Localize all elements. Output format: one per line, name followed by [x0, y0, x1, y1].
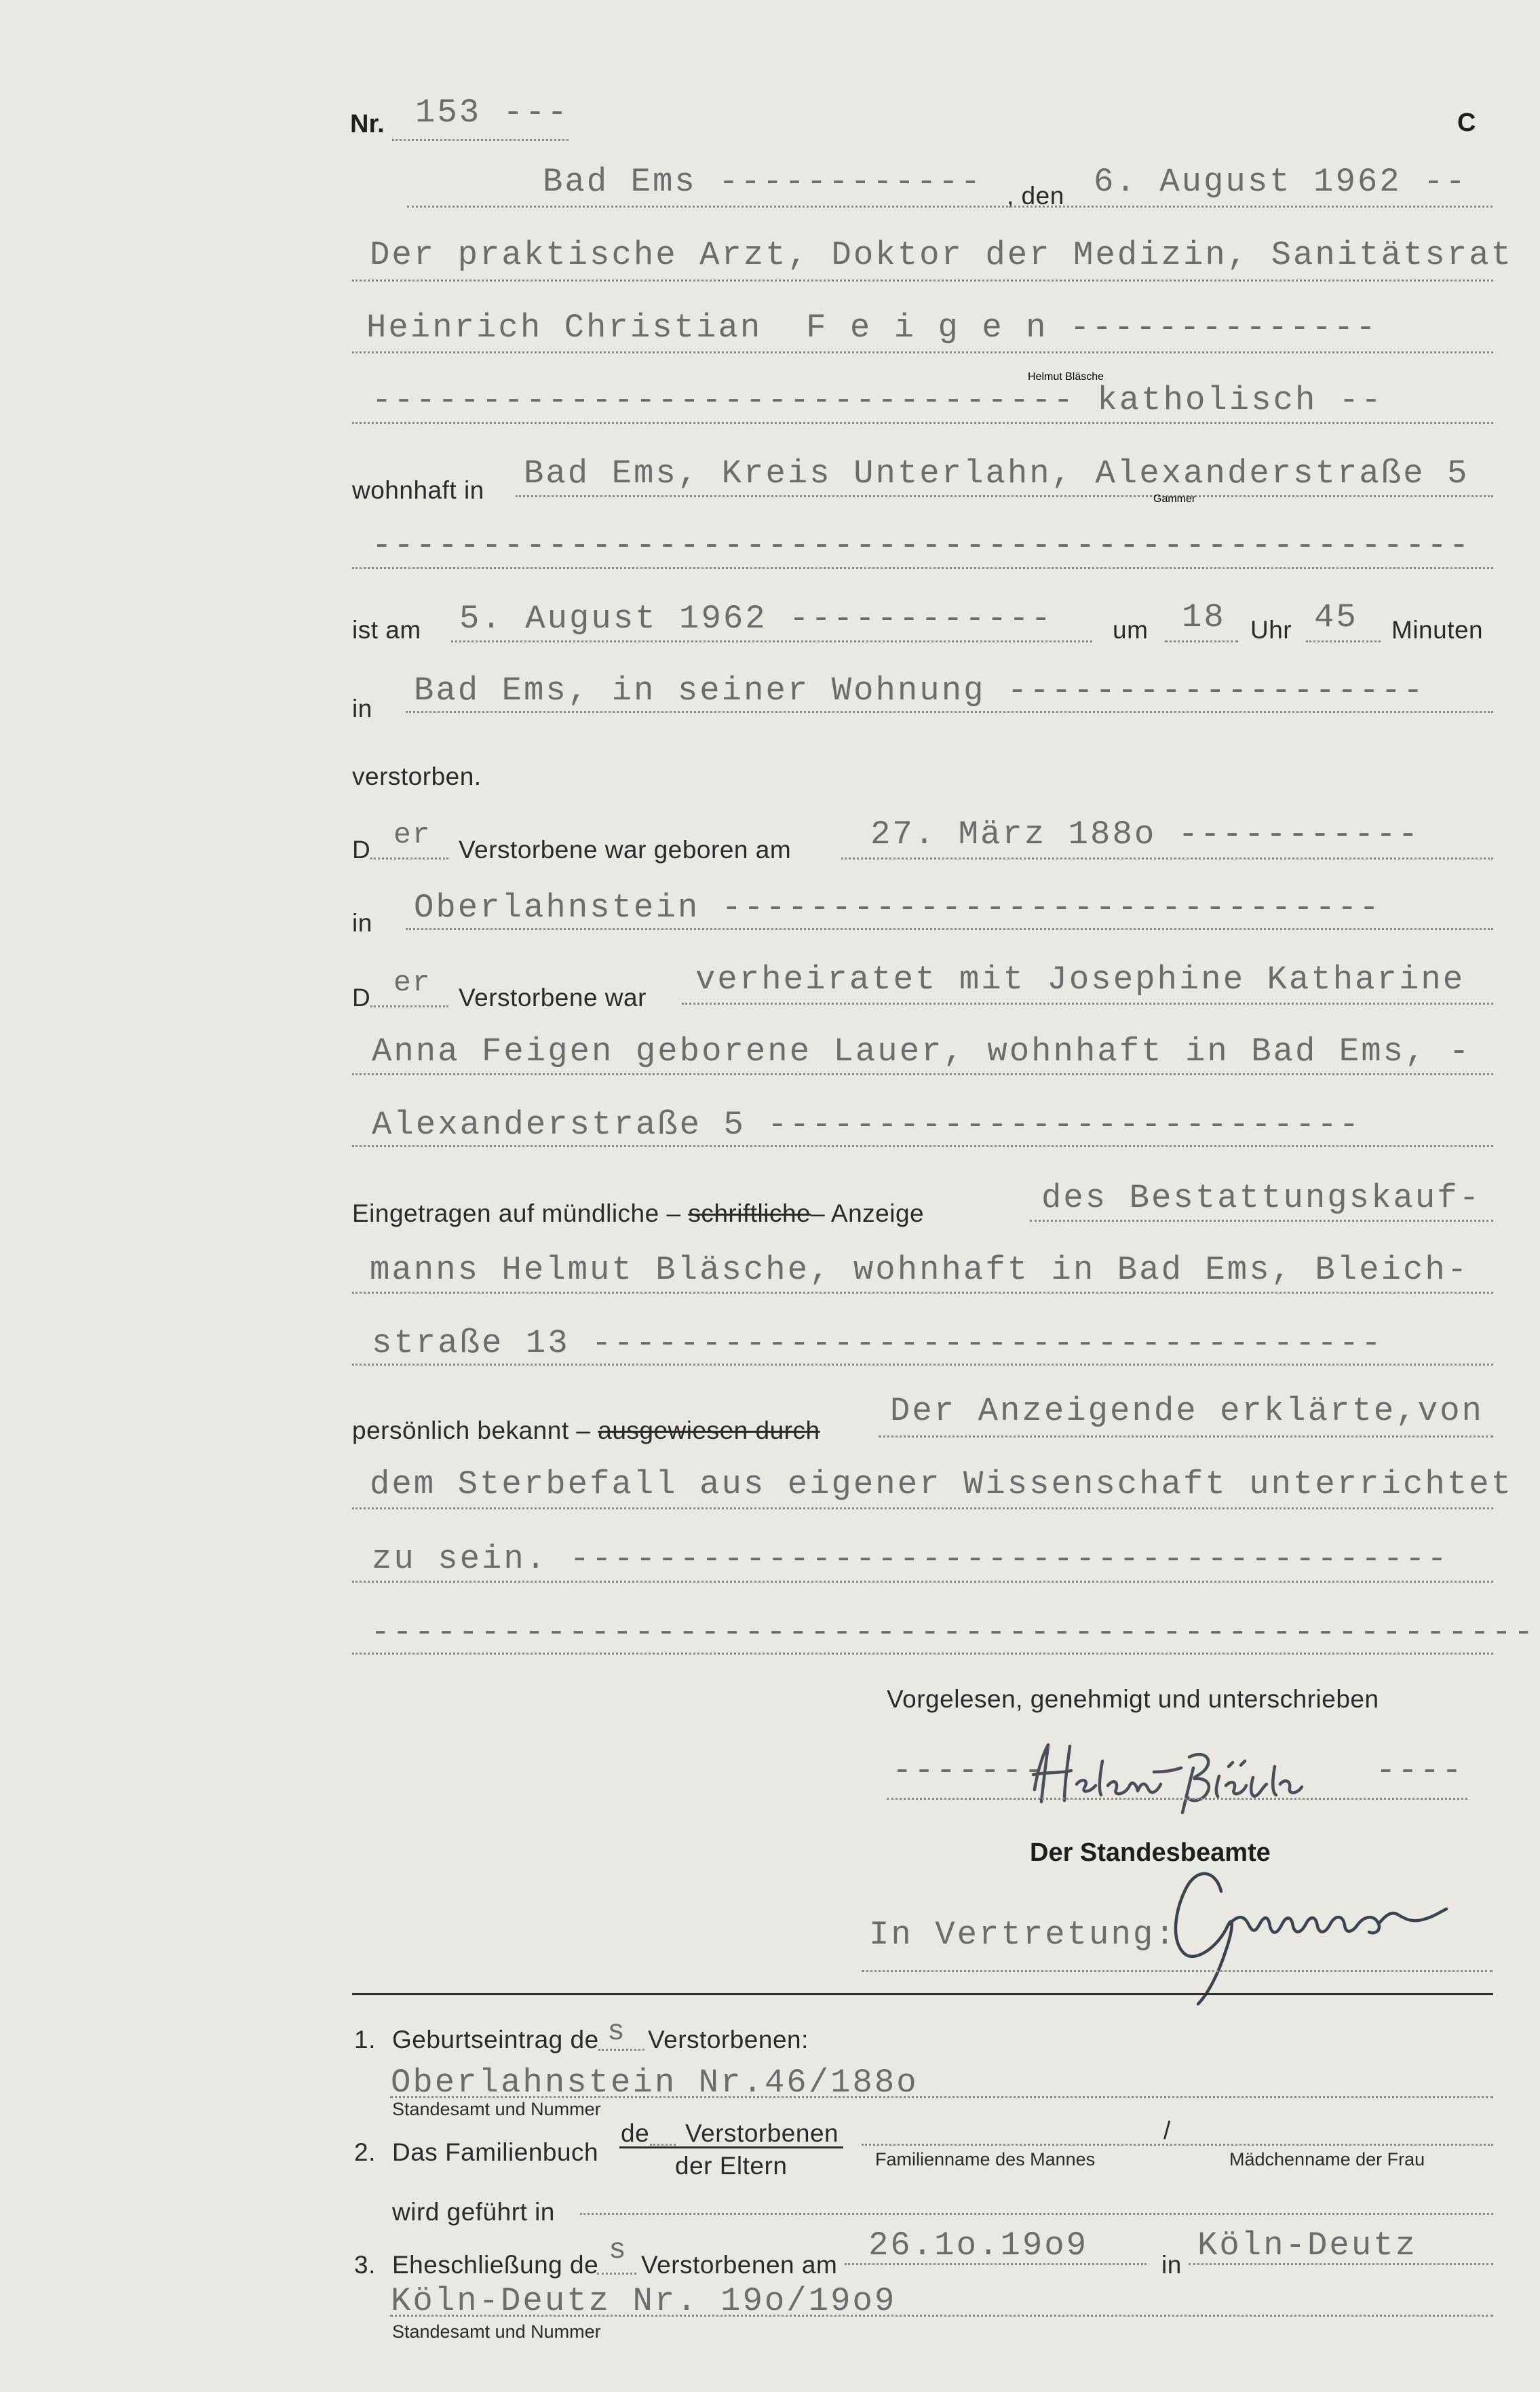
deceased-line-2: Heinrich Christian F e i g e n -------------- [366, 309, 1378, 347]
marriage-registry-entry: Köln-Deutz Nr. 19o/19o9 [391, 2282, 897, 2320]
marriage-date: 26.1o.19o9 [868, 2226, 1089, 2264]
nr-label: Nr. [350, 110, 385, 138]
family-book-label: Das Familienbuch [392, 2138, 599, 2166]
marriage-place: Köln-Deutz [1197, 2226, 1418, 2264]
dotted-line [516, 495, 1493, 497]
family-book-slash: / [1163, 2117, 1171, 2144]
marriage-article: er [393, 966, 431, 999]
dotted-line [580, 2213, 1493, 2215]
deceased-line-1: Der praktische Arzt, Doktor der Medizin, Sanitätsrat [370, 236, 1514, 274]
dotted-line [845, 2263, 1147, 2265]
dotted-line [352, 422, 1493, 424]
family-book-kept-label: wird geführt in [392, 2198, 555, 2226]
section-divider [352, 1993, 1493, 1995]
dotted-line [352, 1507, 1493, 1509]
dotted-line [352, 351, 1493, 353]
birth-place: Oberlahnstein ------------------------------ [414, 889, 1381, 927]
spouse-line-2: Anna Feigen geborene Lauer, wohnhaft in Bad Ems, - [372, 1033, 1471, 1070]
note-3-label: Eheschließung de [392, 2251, 599, 2279]
register-number: 153 --- [415, 94, 569, 132]
statement-line-1: Der Anzeigende erklärte,von [890, 1392, 1484, 1430]
dotted-line [451, 640, 1092, 642]
family-book-de: de [621, 2119, 650, 2147]
signature-dotted-line [887, 1798, 1467, 1800]
deputy-label: In Vertretung: [869, 1916, 1177, 1954]
dotted-line [879, 1435, 1493, 1438]
wife-maiden-name-caption: Mädchenname der Frau [1229, 2149, 1425, 2169]
nr-dotted-line [392, 139, 569, 141]
note-3-number: 3. [354, 2251, 376, 2279]
dotted-line [1030, 1220, 1493, 1222]
registry-office-number-caption-2: Standesamt und Nummer [392, 2321, 601, 2342]
dotted-line [352, 1364, 1493, 1366]
death-place: Bad Ems, in seiner Wohnung ------------------- [414, 672, 1425, 710]
spouse-line-3: Alexanderstraße 5 --------------------------- [372, 1106, 1362, 1144]
statement-line-2: dem Sterbefall aus eigener Wissenschaft unterrichtet [370, 1465, 1514, 1503]
svg-text:Helmut Bläsche: Helmut Bläsche [1028, 371, 1104, 383]
fraction-bar [619, 2146, 843, 2148]
dotted-line [598, 2049, 644, 2051]
birth-d-label: D [352, 836, 371, 864]
deceased-line-3: -------------------------------- katholisch -- [372, 381, 1383, 419]
informant-signature-dashes-left: ------- [892, 1752, 1046, 1790]
registry-office-number-caption: Standesamt und Nummer [392, 2099, 601, 2119]
dotted-line [352, 567, 1493, 569]
dotted-line [352, 1581, 1493, 1583]
dotted-line [841, 857, 1493, 860]
death-minute: 45 [1314, 598, 1358, 636]
marriage-label: Verstorbene war [459, 984, 647, 1011]
marriage-value: verheiratet mit Josephine Katharine [695, 961, 1465, 999]
minuten-label: Minuten [1391, 616, 1484, 644]
note-1-label: Geburtseintrag de [392, 2026, 599, 2053]
svg-text:Gammer: Gammer [1153, 493, 1196, 505]
um-label: um [1113, 616, 1149, 644]
birth-article: er [393, 818, 431, 851]
registration-label: Eingetragen auf mündliche – schriftliche– Anzeige [352, 1199, 925, 1227]
note-3-label-b: Verstorbenen am [641, 2251, 838, 2279]
birth-in-label: in [352, 909, 372, 937]
note-1-number: 1. [354, 2026, 376, 2053]
place-date-dotted-line [407, 206, 1493, 208]
informant-line-2: manns Helmut Bläsche, wohnhaft in Bad Ems, Bleich- [370, 1251, 1469, 1289]
uhr-label: Uhr [1250, 616, 1292, 644]
verstorben-label: verstorben. [352, 763, 482, 790]
den-label: , den [1007, 182, 1064, 210]
dotted-line [390, 2096, 1493, 2098]
residence-label: wohnhaft in [352, 476, 484, 504]
read-approved-signed-label: Vorgelesen, genehmigt und unterschrieben [887, 1685, 1379, 1713]
dotted-line [406, 711, 1493, 713]
dotted-line [352, 1292, 1493, 1294]
death-date: 5. August 1962 ------------ [459, 600, 1053, 638]
note-2-number: 2. [354, 2138, 376, 2166]
dotted-line [406, 928, 1493, 930]
birth-registry-entry: Oberlahnstein Nr.46/188o [391, 2064, 919, 2102]
informant-line-1: des Bestattungskauf- [1041, 1179, 1482, 1217]
note-1-suffix: s [607, 2015, 626, 2048]
dotted-line [1189, 2263, 1493, 2265]
note-1-label-b: Verstorbenen: [648, 2026, 809, 2053]
residence-continuation: -------------------------------------------------- [372, 526, 1471, 564]
dotted-line [597, 2273, 636, 2275]
death-in-label: in [352, 695, 372, 722]
birth-date: 27. März 188o ----------- [870, 815, 1421, 853]
dotted-line [390, 2315, 1493, 2317]
dotted-line [1306, 640, 1381, 642]
residence-value: Bad Ems, Kreis Unterlahn, Alexanderstraße 5 [524, 455, 1469, 493]
dotted-line [370, 1005, 448, 1007]
family-book-deceased: Verstorbenen [685, 2119, 839, 2147]
dotted-line [370, 857, 448, 860]
dotted-line [1165, 640, 1238, 642]
statement-line-4: ----------------------------------------------------- [370, 1613, 1536, 1651]
birth-label: Verstorbene war geboren am [459, 836, 792, 864]
dotted-line [352, 1653, 1493, 1655]
informant-signature-dashes-right: ---- [1376, 1752, 1464, 1790]
dotted-line [352, 1145, 1493, 1147]
dotted-line [650, 2144, 676, 2146]
marriage-d-label: D [352, 984, 371, 1011]
registry-date: 6. August 1962 -- [1094, 163, 1467, 201]
registry-place: Bad Ems ------------ [543, 163, 983, 201]
dotted-line [352, 279, 1493, 282]
informant-line-3: straße 13 ------------------------------------ [372, 1324, 1383, 1362]
ist-am-label: ist am [352, 616, 421, 644]
registrar-label: Der Standesbeamte [1030, 1838, 1271, 1867]
form-letter: C [1457, 109, 1476, 137]
registrar-dotted-line [862, 1970, 1493, 1972]
family-book-parents: der Eltern [675, 2152, 788, 2180]
note-3-in-label: in [1161, 2251, 1182, 2279]
dotted-line [682, 1003, 1493, 1005]
statement-line-3: zu sein. ---------------------------------------- [372, 1540, 1449, 1578]
dotted-line [352, 1073, 1493, 1075]
note-3-suffix: s [609, 2233, 628, 2266]
identity-label: persönlich bekannt – ausgewiesen durch [352, 1416, 820, 1444]
death-hour: 18 [1182, 598, 1226, 636]
dotted-line [862, 2144, 1493, 2146]
husband-surname-caption: Familienname des Mannes [875, 2149, 1096, 2169]
